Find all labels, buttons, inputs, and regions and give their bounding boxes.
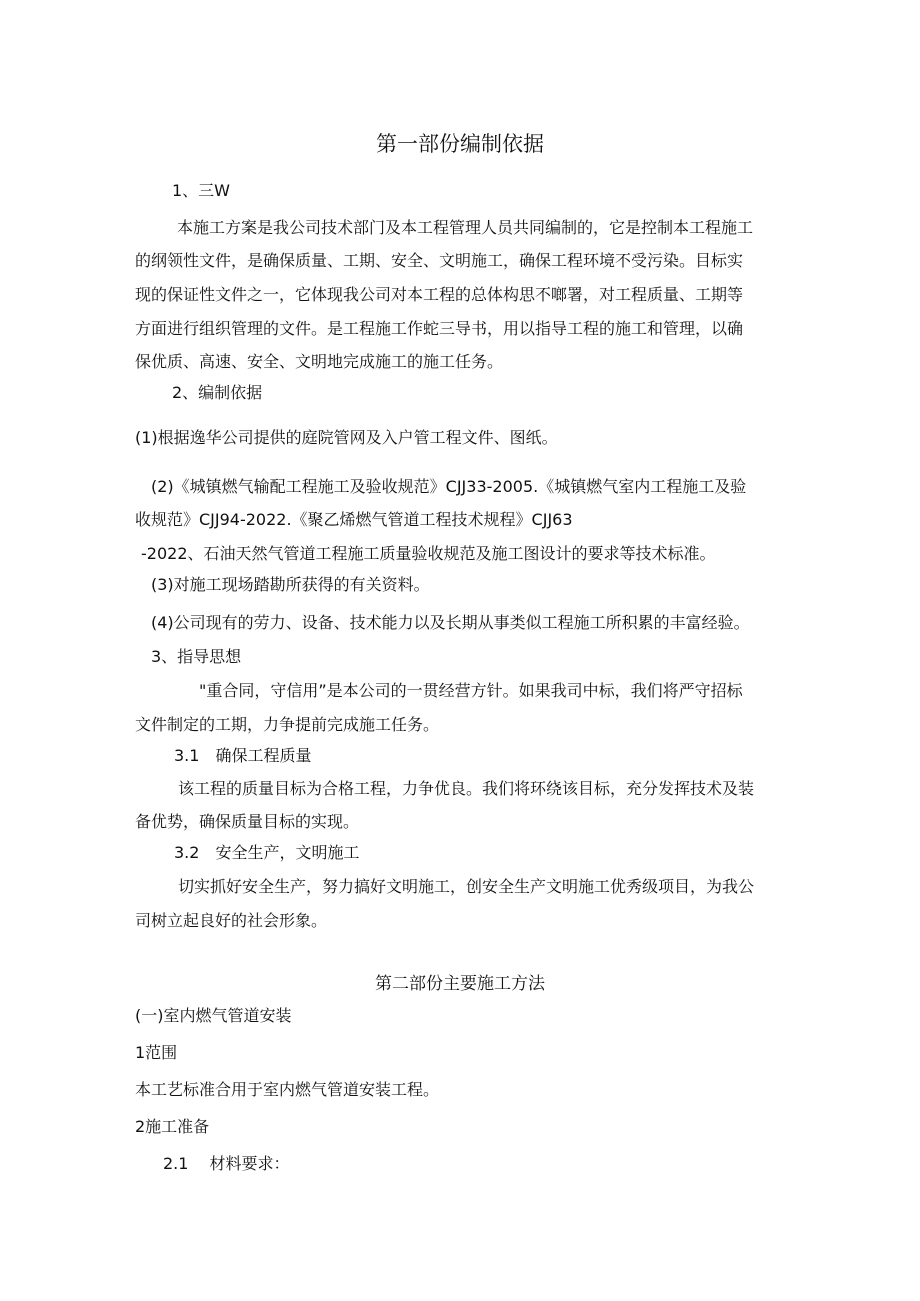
subsection-heading: 2施工准备 [135,1117,210,1136]
paragraph-line: 本工艺标准合用于室内燃气管道安装工程。 [135,1080,440,1099]
section-2-heading: 2、编制依据 [172,383,263,402]
paragraph-line: 备优势，确保质量目标的实现。 [135,812,360,831]
paragraph-line: 文件制定的工期，力争提前完成施工任务。 [135,715,440,734]
list-item: (4)公司现有的劳力、设备、技术能力以及长期从事类似工程施工所积累的丰富经验。 [151,613,750,632]
list-item: 收规范》CJJ94-2022.《聚乙烯燃气管道工程技术规程》CJJ63 [135,510,573,529]
subsection-heading: 1范围 [135,1043,178,1062]
subsection-heading: 2.1 材料要求： [163,1154,290,1173]
list-item: (3)对施工现场踏勘所获得的有关资料。 [151,575,430,594]
paragraph-line: 司树立起良好的社会形象。 [135,911,328,930]
paragraph-line: "重合同，守信用”是本公司的一贯经营方针。如果我司中标，我们将严守招标 [199,681,743,700]
paragraph-line: 的纲领性文件，是确保质量、工期、安全、文明施工，确保工程环境不受污染。目标实 [135,251,744,270]
paragraph-line: 现的保证性文件之一，它体现我公司对本工程的总体构思不啷署，对工程质量、工期等 [135,285,744,304]
section-3-2-heading: 3.2 安全生产，文明施工 [174,843,360,862]
section-heading: (一)室内燃气管道安装 [135,1006,292,1025]
list-item: (1)根据逸华公司提供的庭院管网及入户管工程文件、图纸。 [135,428,558,447]
list-item: -2022、石油天然气管道工程施工质量验收规范及施工图设计的要求等技术标准。 [141,544,716,563]
paragraph-line: 本施工方案是我公司技术部门及本工程管理人员共同编制的，它是控制本工程施工 [177,218,754,237]
section-3-heading: 3、指导思想 [151,647,242,666]
section-3-1-heading: 3.1 确保工程质量 [174,746,312,765]
paragraph-line: 方面进行组织管理的文件。是工程施工作蛇三导书，用以指导工程的施工和管理，以确 [135,319,744,338]
section-1-heading: 1、三W [172,181,231,200]
paragraph-line: 保优质、高速、安全、文明地完成施工的施工任务。 [135,352,504,371]
part2-title: 第二部份主要施工方法 [375,974,545,994]
part1-title: 第一部份编制依据 [376,132,544,156]
paragraph-line: 切实抓好安全生产，努力搞好文明施工，创安全生产文明施工优秀级项目，为我公 [178,877,755,896]
list-item: (2)《城镇燃气输配工程施工及验收规范》CJJ33-2005.《城镇燃气室内工程施工及验 [151,477,747,496]
paragraph-line: 该工程的质量目标为合格工程，力争优良。我们将环绕该目标，充分发挥技术及装 [178,779,755,798]
